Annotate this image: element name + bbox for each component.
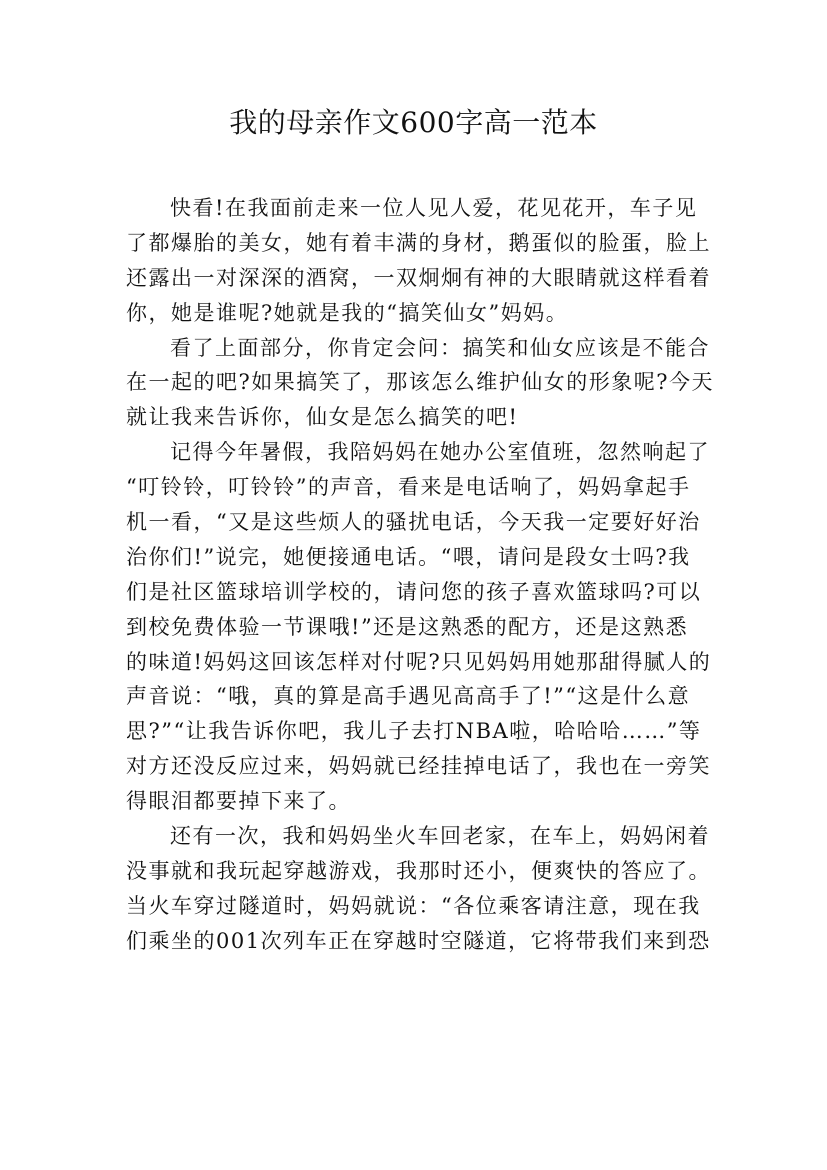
paragraph-first-line: 记得今年暑假，我陪妈妈在她办公室值班，忽然响起了 — [170, 440, 710, 465]
essay-body — [126, 191, 715, 959]
text-line: 机一看，“又是这些烦人的骚扰电话，今天我一定要好好治 — [126, 510, 701, 535]
text-line: 了都爆胎的美女，她有着丰满的身材，鹅蛋似的脸蛋，脸上 — [126, 230, 711, 255]
text-line: 们乘坐的001次列车正在穿越时空隧道，它将带我们来到恐 — [126, 928, 711, 953]
text-line: 在一起的吧?如果搞笑了，那该怎么维护仙女的形象呢?今天 — [126, 370, 715, 395]
text-line: 还露出一对深深的酒窝，一双炯炯有神的大眼睛就这样看着 — [126, 265, 711, 290]
text-line: 你，她是谁呢?她就是我的“搞笑仙女”妈妈。 — [126, 300, 569, 325]
text-line: 的味道!妈妈这回该怎样对付呢?只见妈妈用她那甜得腻人的 — [126, 649, 712, 674]
text-line: “叮铃铃，叮铃铃”的声音，看来是电话响了，妈妈拿起手 — [126, 475, 691, 500]
text-line: 就让我来告诉你，仙女是怎么搞笑的吧! — [126, 405, 519, 430]
text-line: 当火车穿过隧道时，妈妈就说：“各位乘客请注意，现在我 — [126, 893, 701, 918]
document-title: 我的母亲作文600字高一范本 — [229, 106, 598, 139]
text-line: 治你们!”说完，她便接通电话。“喂，请问是段女士吗?我 — [126, 544, 691, 569]
text-line: 没事就和我玩起穿越游戏，我那时还小，便爽快的答应了。 — [126, 858, 711, 883]
text-line: 对方还没反应过来，妈妈就已经挂掉电话了，我也在一旁笑 — [126, 754, 711, 779]
text-line: 到校免费体验一节课哦!”还是这熟悉的配方，还是这熟悉 — [126, 614, 689, 639]
text-line: 们是社区篮球培训学校的，请问您的孩子喜欢篮球吗?可以 — [126, 579, 702, 604]
paragraph-first-line: 看了上面部分，你肯定会问：搞笑和仙女应该是不能合 — [170, 335, 710, 360]
text-line: 思?”“让我告诉你吧，我儿子去打NBA啦，哈哈哈……”等 — [126, 719, 702, 744]
text-line: 得眼泪都要掉下来了。 — [126, 789, 351, 814]
paragraph-first-line: 快看!在我面前走来一位人见人爱，花见花开，车子见 — [170, 196, 698, 220]
text-line: 声音说：“哦，真的算是高手遇见高高手了!”“这是什么意 — [126, 684, 691, 709]
paragraph-first-line: 还有一次，我和妈妈坐火车回老家，在车上，妈妈闲着 — [170, 824, 710, 849]
